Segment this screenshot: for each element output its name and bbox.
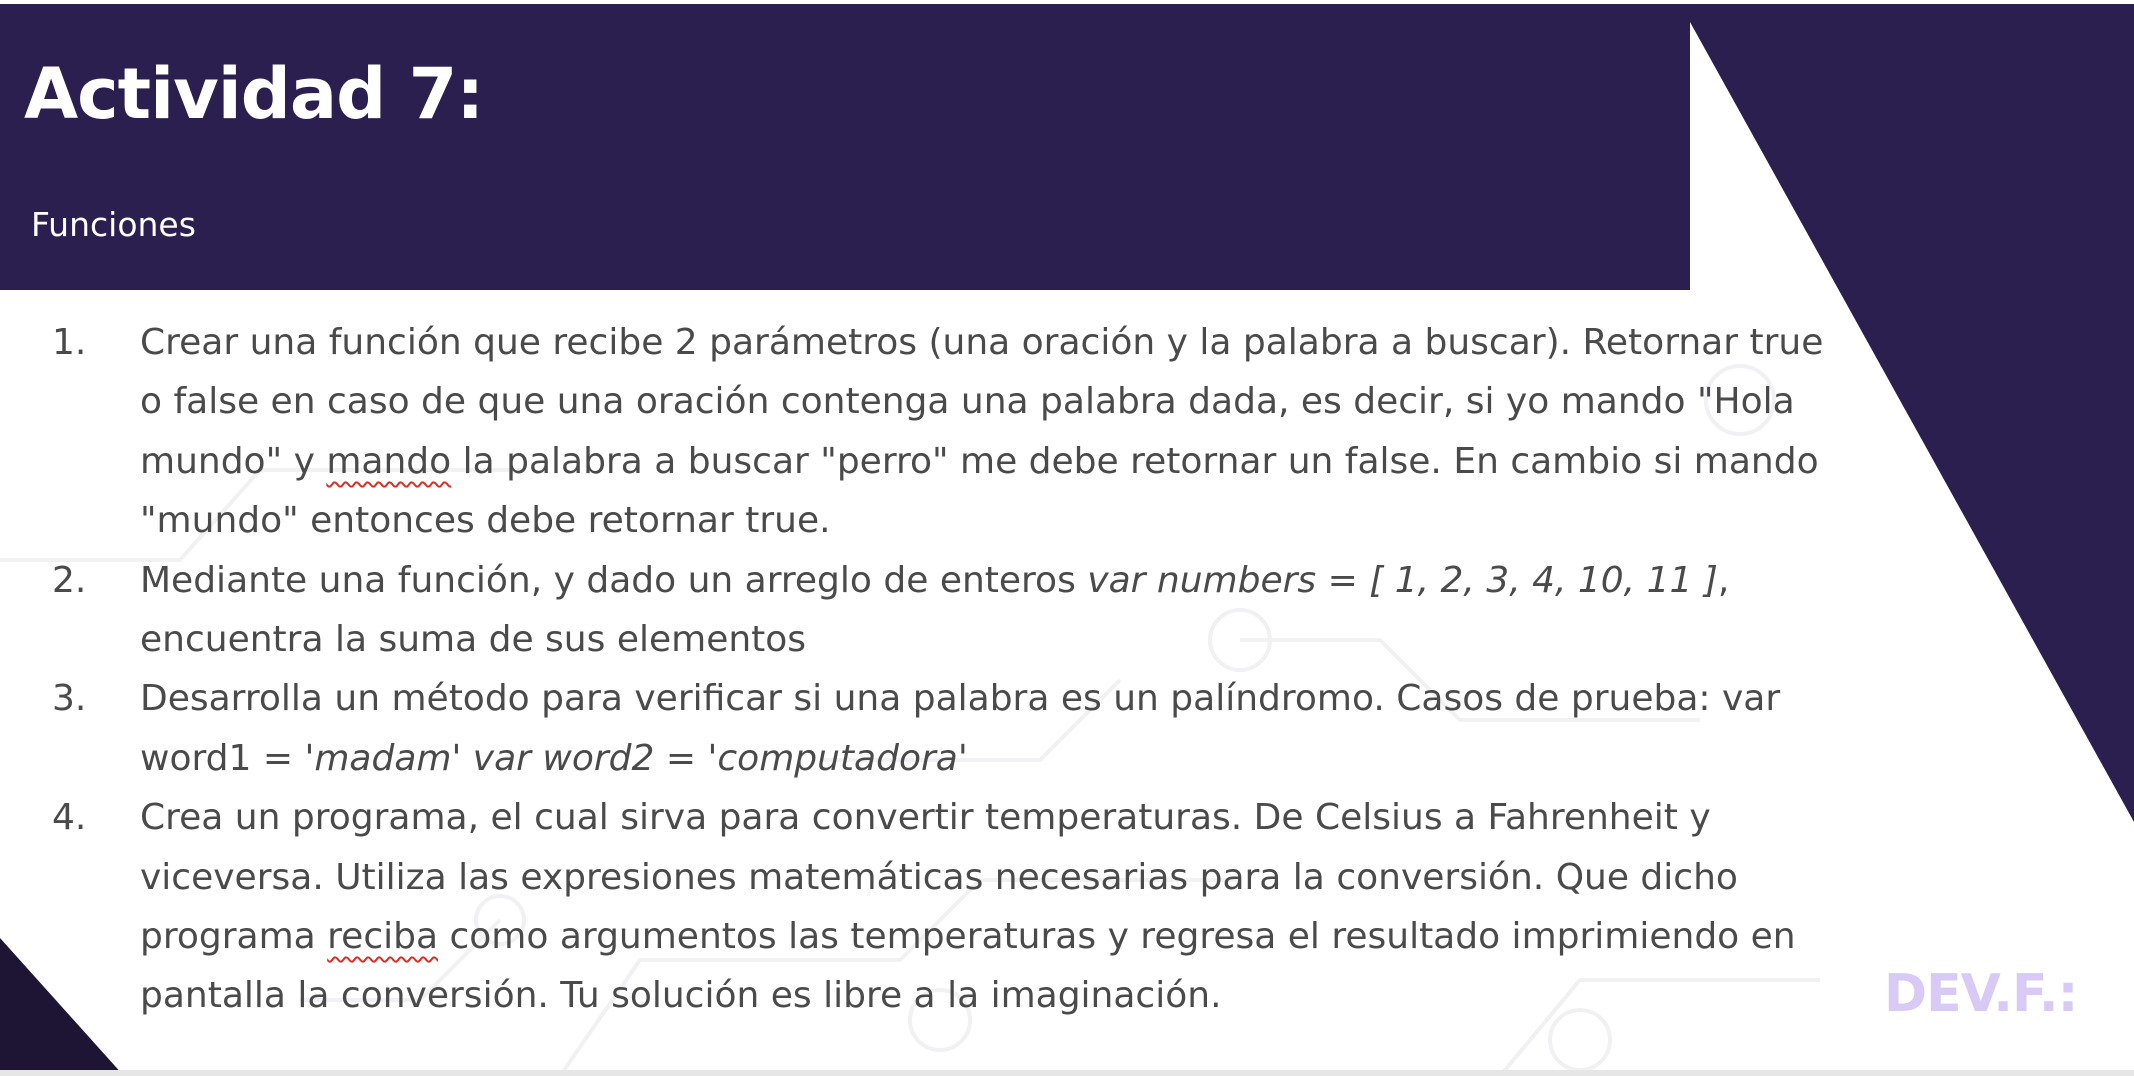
list-item [52,551,1832,670]
item-number: 3. [52,678,87,720]
activity-list [52,313,1832,1026]
item-text: la palabra a buscar "perro" me debe retornar un false. En cambio si mando "mundo" entonces debe retornar true. [140,440,1819,542]
code-snippet: 'madam' var word2 = 'computadora' [304,737,968,779]
slide-bottom-border [0,1070,2134,1076]
item-number: 1. [52,322,87,363]
spellcheck-word[interactable]: reciba [327,916,439,958]
item-number: 4. [52,797,87,839]
list-item [52,313,1832,551]
spellcheck-word[interactable]: mando [326,440,452,482]
header-band [0,4,1690,290]
item-text: Desarrolla un método para verificar si una palabra es un palíndromo. Casos de prueba: var word1 = [140,678,1781,779]
code-snippet: var numbers = [ 1, 2, 3, 4, 10, 11 ] [1087,559,1718,601]
item-text: , encuentra la suma de sus elementos [140,559,1730,661]
item-number: 2. [52,559,87,601]
slide-title: Actividad 7: [24,53,484,135]
item-text: como argumentos las temperaturas y regresa el resultado imprimiendo en pantalla la conversión. Tu solución es libre a la imaginación. [140,916,1796,1017]
list-item [52,788,1832,1026]
slide-subtitle: Funciones [31,205,196,244]
item-text: Crear una función que recibe 2 parámetros (una oración y la palabra a buscar). Retornar true o false en caso de que una oración contenga una palabra dada, es decir, si yo mando "Hola mundo" y [140,322,1824,482]
item-text: Crea un programa, el cual sirva para convertir temperaturas. De Celsius a Fahrenheit y viceversa. Utiliza las expresiones matemáticas necesarias para la conversión. Que dicho programa [140,797,1738,958]
item-text: Mediante una función, y dado un arreglo de enteros [140,559,1088,601]
list-item [52,669,1832,788]
devf-logo: DEV.F.: [1884,964,2078,1024]
